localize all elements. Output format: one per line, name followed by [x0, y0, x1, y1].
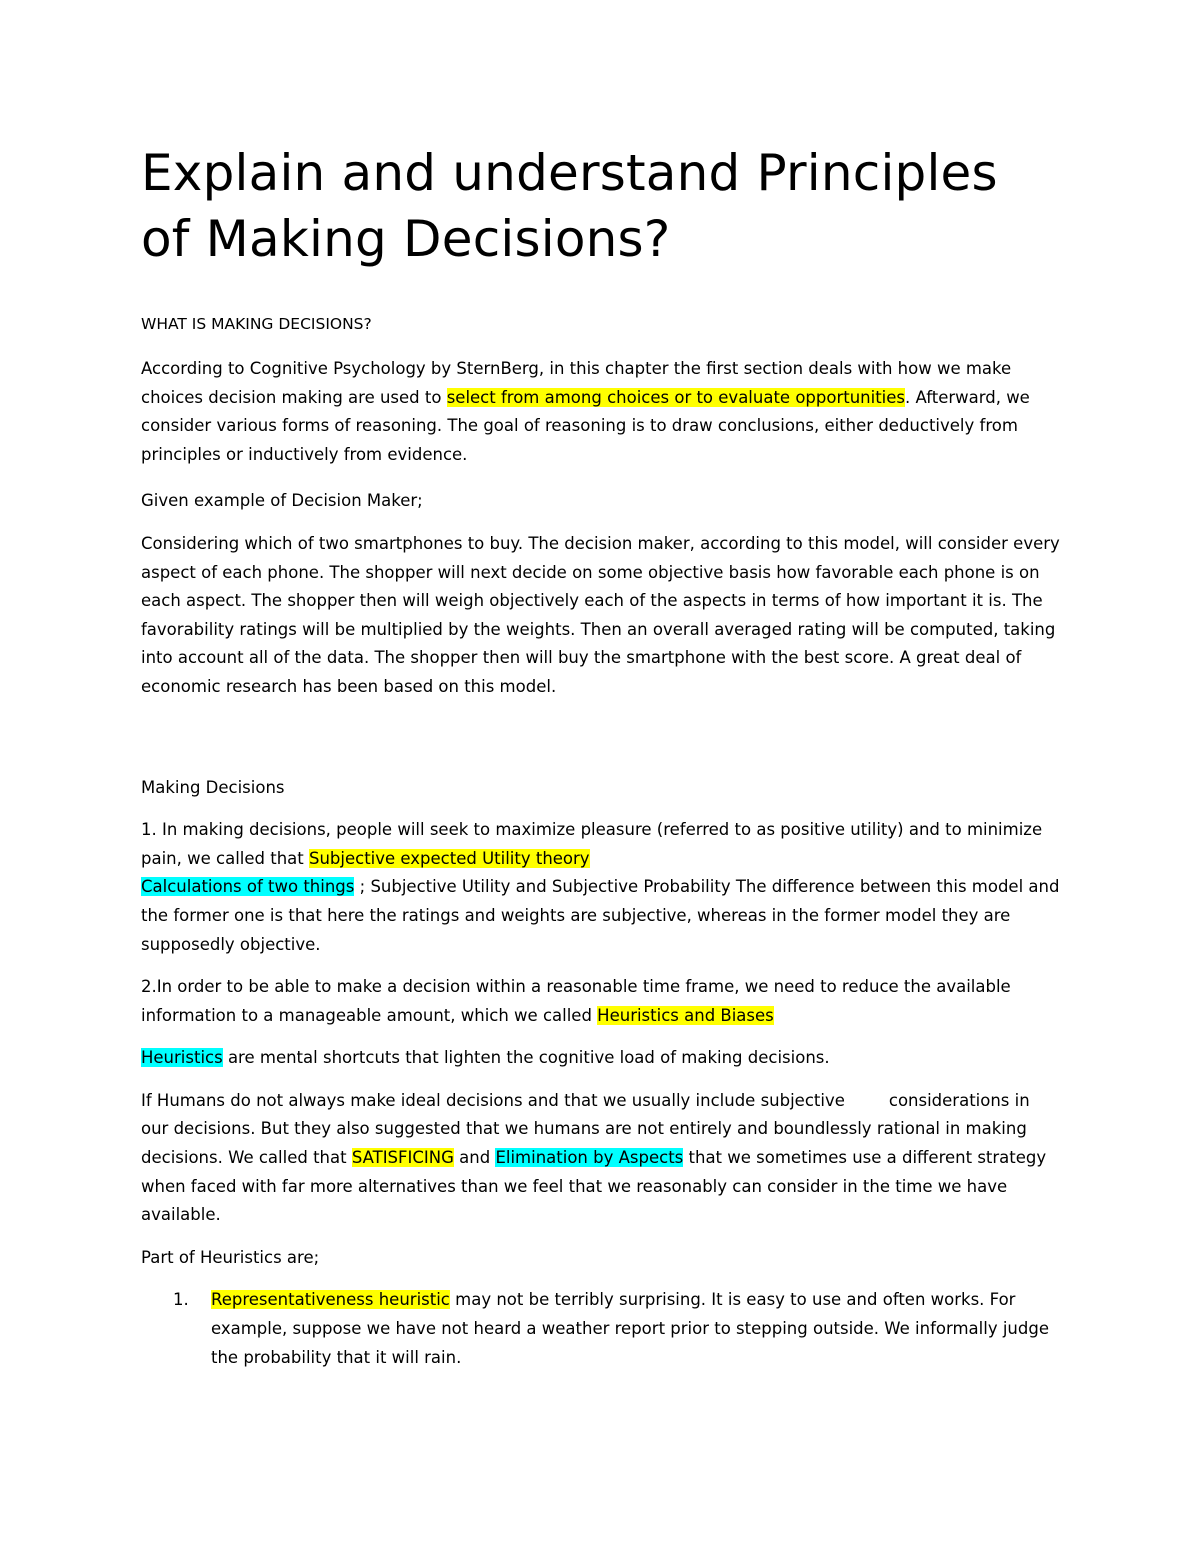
satisficing-before: If Humans do not always make ideal decisions and that we usually include subjective — [141, 1090, 845, 1110]
example-paragraph: Considering which of two smartphones to buy. The decision maker, according to this model, will consider every aspect of each phone. The shopper will next decide on some objective basis how favorable each phone is on each aspect. The shopper then will weigh objectively each of the aspects in terms of how important it is. The favorability ratings will be multiplied by the weights. Then an overall averaged rating will be computed, taking into account all of the data. The shopper then will buy the smartphone with the best score. A great deal of economic research has been based on this model. — [141, 533, 1060, 696]
point-2-highlight: Heuristics and Biases — [597, 1005, 774, 1025]
point-1-after: ; Subjective Utility and Subjective Probability The difference between this model and the former one is that here the ratings and weights are subjective, whereas in the former model they are supposedly objective. — [141, 877, 1060, 954]
satisficing-mid: considerations in our decisions. But they also suggested that we humans are not entirely and boundlessly rational in making decisions. We called that — [141, 1090, 1030, 1168]
intro-highlight: select from among choices or to evaluate opportunities — [446, 387, 906, 407]
list-item-highlight: Representativeness heuristic — [211, 1290, 450, 1310]
satisficing-and: and — [453, 1148, 496, 1168]
list-item — [211, 1286, 1061, 1372]
point-1-before: 1. In making decisions, people will seek to maximize pleasure (referred to as positive utility) and to minimize pain, we called that — [141, 820, 1043, 868]
list-item-text: may not be terribly surprising. It is easy to use and often works. For example, suppose we have not heard a weather report prior to stepping outside. We informally judge the probability that it will rain. — [211, 1290, 1049, 1367]
heuristics-after: are mental shortcuts that lighten the cognitive load of making decisions. — [222, 1048, 830, 1068]
making-decisions-heading: Making Decisions — [141, 777, 285, 797]
point-1-highlight-2: Calculations of two things — [141, 877, 355, 897]
intro-text-before: According to Cognitive Psychology by SternBerg, in this chapter the first section deals with how we make choices decision making are used to — [141, 359, 1012, 407]
heuristics-paragraph — [141, 1044, 1061, 1073]
intro-paragraph — [141, 355, 1061, 469]
point-1-paragraph — [141, 816, 1061, 959]
point-2-paragraph — [141, 973, 1061, 1030]
point-2-before: 2.In order to be able to make a decision within a reasonable time frame, we need to reduce the available information to a manageable amount, which we called — [141, 977, 1011, 1025]
document-body — [141, 140, 1061, 1372]
section-heading: WHAT IS MAKING DECISIONS? — [141, 315, 372, 333]
point-1-highlight: Subjective expected Utility theory — [308, 848, 590, 868]
example-heading: Given example of Decision Maker; — [141, 491, 423, 511]
parts-heading: Part of Heuristics are; — [141, 1247, 320, 1267]
satisficing-paragraph — [141, 1087, 1061, 1230]
list-item-number: 1. — [173, 1290, 189, 1310]
intro-text-after: . Afterward, we consider various forms of reasoning. The goal of reasoning is to draw conclusions, either deductively from principles or inductively from evidence. — [141, 387, 1030, 464]
heuristics-list — [141, 1286, 1061, 1372]
heuristics-highlight: Heuristics — [141, 1048, 223, 1068]
page-title: Explain and understand Principles of Making Decisions? — [141, 144, 998, 268]
satisficing-highlight: SATISFICING — [351, 1148, 454, 1168]
satisficing-after: that we sometimes use a different strategy when faced with far more alternatives than we feel that we reasonably can consider in the time we have available. — [141, 1148, 1047, 1225]
elimination-highlight: Elimination by Aspects — [495, 1148, 684, 1168]
